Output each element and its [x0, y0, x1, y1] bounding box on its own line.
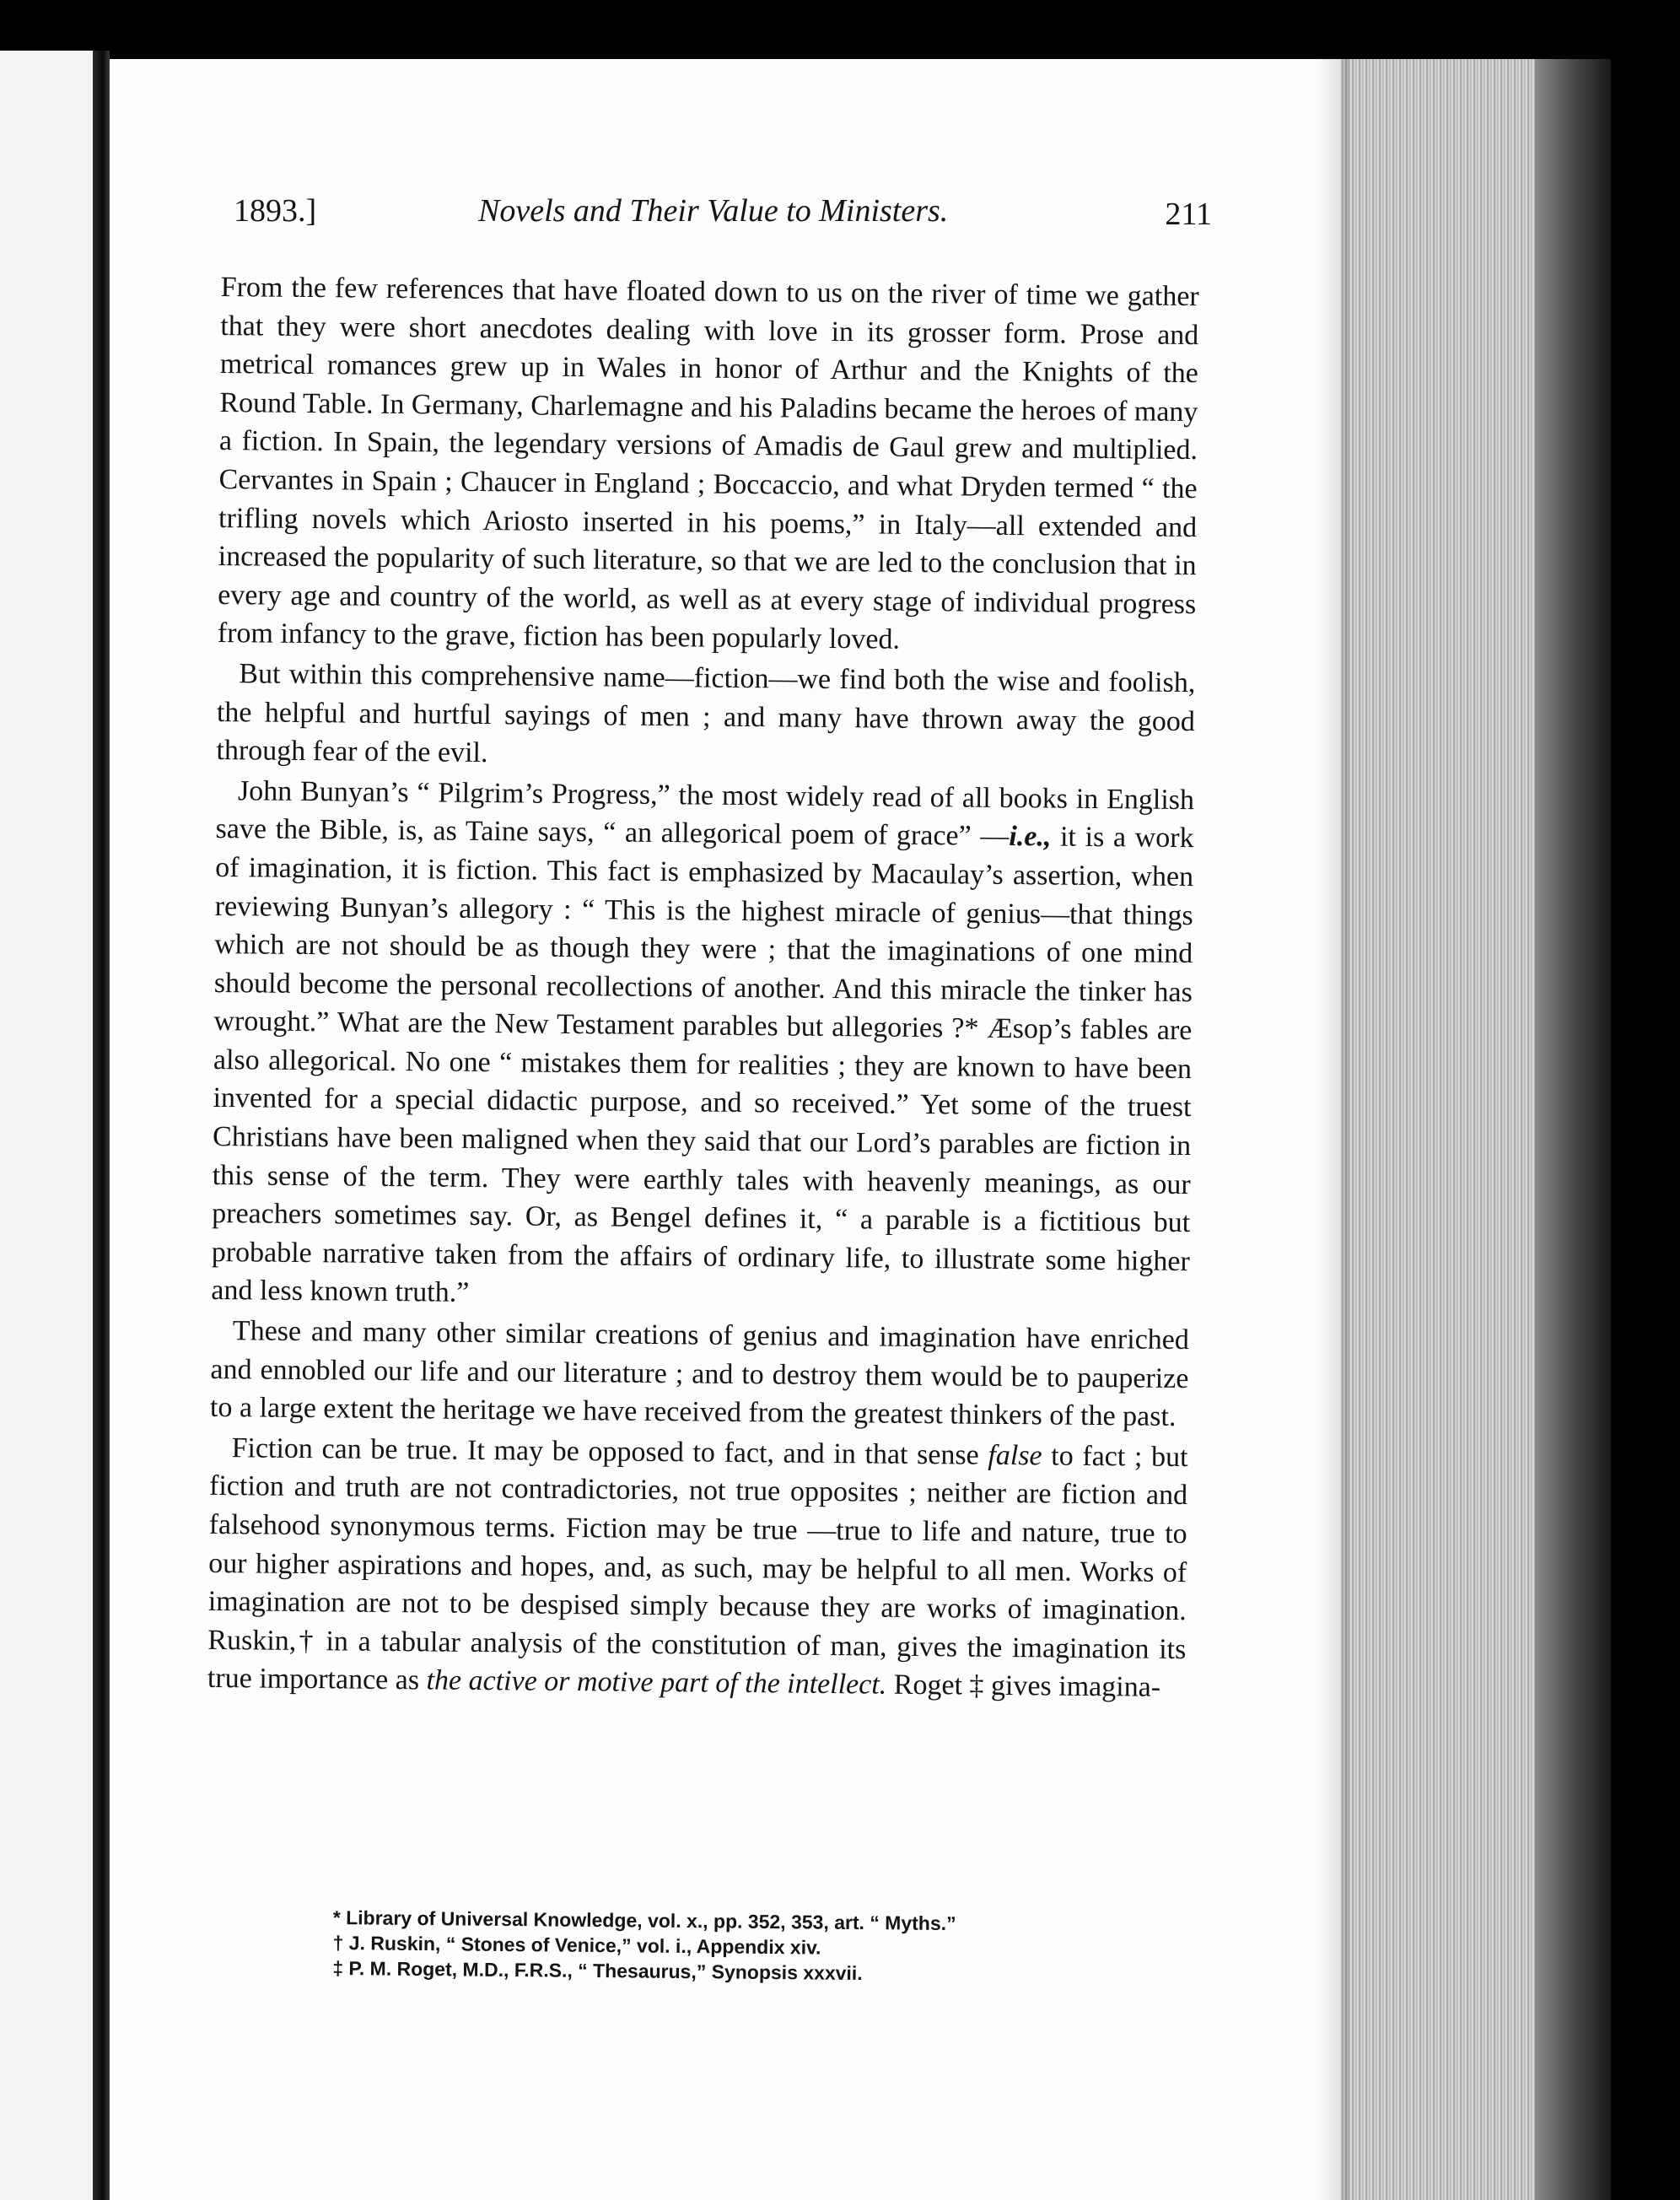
italic-emphasis: the active or motive part of the intellect. [426, 1664, 887, 1701]
paragraph-3 [211, 772, 1194, 1319]
paragraph-1: From the few references that have floated down to us on the river of time we gather that they were short anecdotes dealing with love in its grosser form. Prose and metrical romances grew up in Wales in honor of Arthur and the Knights of the Round Table. In Germany, Charlemagne and his Paladins became the heroes of many a fiction. In Spain, the legendary versions of Amadis de Gaul grew and multiplied. Cervantes in Spain ; Chaucer in England ; Boccaccio, and what Dryden termed “ the trifling novels which Ariosto inserted in his poems,” in Italy—all extended and increased the popularity of such literature, so that we are led to the conclusion that in every age and country of the world, as well as at every stage of individual progress from infancy to the grave, fiction has been popularly loved. [217, 271, 1199, 656]
page-shadow [1316, 59, 1349, 2200]
footnote-3: ‡ P. M. Roget, M.D., F.R.S., “ Thesaurus,” Synopsis xxxvii. [332, 1956, 863, 1985]
page-block-edges [1341, 59, 1611, 2200]
book-gutter [93, 51, 110, 2200]
paragraph-3-part-b: it is a work of imagination, it is fiction. This fact is emphasized by Macaulay’s assertion, when reviewing Bunyan’s allegory : “ This is the highest miracle of genius—that things which are not should be as though they were ; that the imaginations of one mind should become the personal recollections of another. And this miracle the tinker has wrought.” What are the New Testament parables but allegories ?* Æsop’s fables are also allegorical. No one “ mistakes them for realities ; they are known to have been invented for a special didactic purpose, and so received.” Yet some of the truest Christians have been maligned when they said that our Lord’s parables are fiction in this sense of the term. They were earthly tales with heavenly meanings, as our preachers sometimes say. Or, as Bengel defines it, “ a parable is a fictitious but probable narrative taken from the affairs of ordinary life, to illustrate some higher and less known truth.” [211, 821, 1194, 1309]
body-text [207, 268, 1199, 1707]
footnote-2: † J. Ruskin, “ Stones of Venice,” vol. i., Appendix xiv. [332, 1931, 821, 1959]
ie-abbreviation: i.e., [1009, 821, 1052, 853]
header-title: Novels and Their Value to Ministers. [478, 193, 949, 229]
paragraph-5 [207, 1429, 1188, 1707]
page-number: 211 [1165, 197, 1212, 232]
paragraph-5-part-b: to fact ; but fiction and truth are not contradictories, not true opposites ; neither are fiction and falsehood synonymous terms. Fiction may be true —true to life and nature, true to our higher aspirations and hopes, and, as such, may be helpful to all men. Works of imagination are not to be despised simply because they are works of imagination. Ruskin,† in a tabular analysis of the constitution of man, gives the imagination its true importance as [207, 1440, 1188, 1696]
italic-false: false [988, 1439, 1042, 1472]
header-year: 1893.] [234, 193, 317, 229]
running-head [234, 192, 1212, 243]
paragraph-2: But within this comprehensive name—fiction—we find both the wise and foolish, the helpful and hurtful sayings of men ; and many have thrown away the good through fear of the evil. [216, 658, 1196, 769]
paragraph-3-part-a: John Bunyan’s “ Pilgrim’s Progress,” the most widely read of all books in English save the Bible, is, as Taine says, “ an allegorical poem of grace” — [215, 774, 1195, 853]
footnote-1: * Library of Universal Knowledge, vol. x., pp. 352, 353, art. “ Myths.” [332, 1906, 956, 1935]
footnotes [332, 1905, 1092, 1988]
paragraph-5-part-a: Fiction can be true. It may be opposed to fact, and in that sense [231, 1432, 988, 1471]
facing-page-edge [0, 51, 93, 2200]
paragraph-5-part-c: Roget ‡ gives imagina- [886, 1669, 1161, 1704]
paragraph-4: These and many other similar creations of genius and imagination have enriched and ennobled our life and our literature ; and to destroy them would be to pauperize to a large extent the heritage we have received from the greatest thinkers of the past. [209, 1315, 1190, 1433]
